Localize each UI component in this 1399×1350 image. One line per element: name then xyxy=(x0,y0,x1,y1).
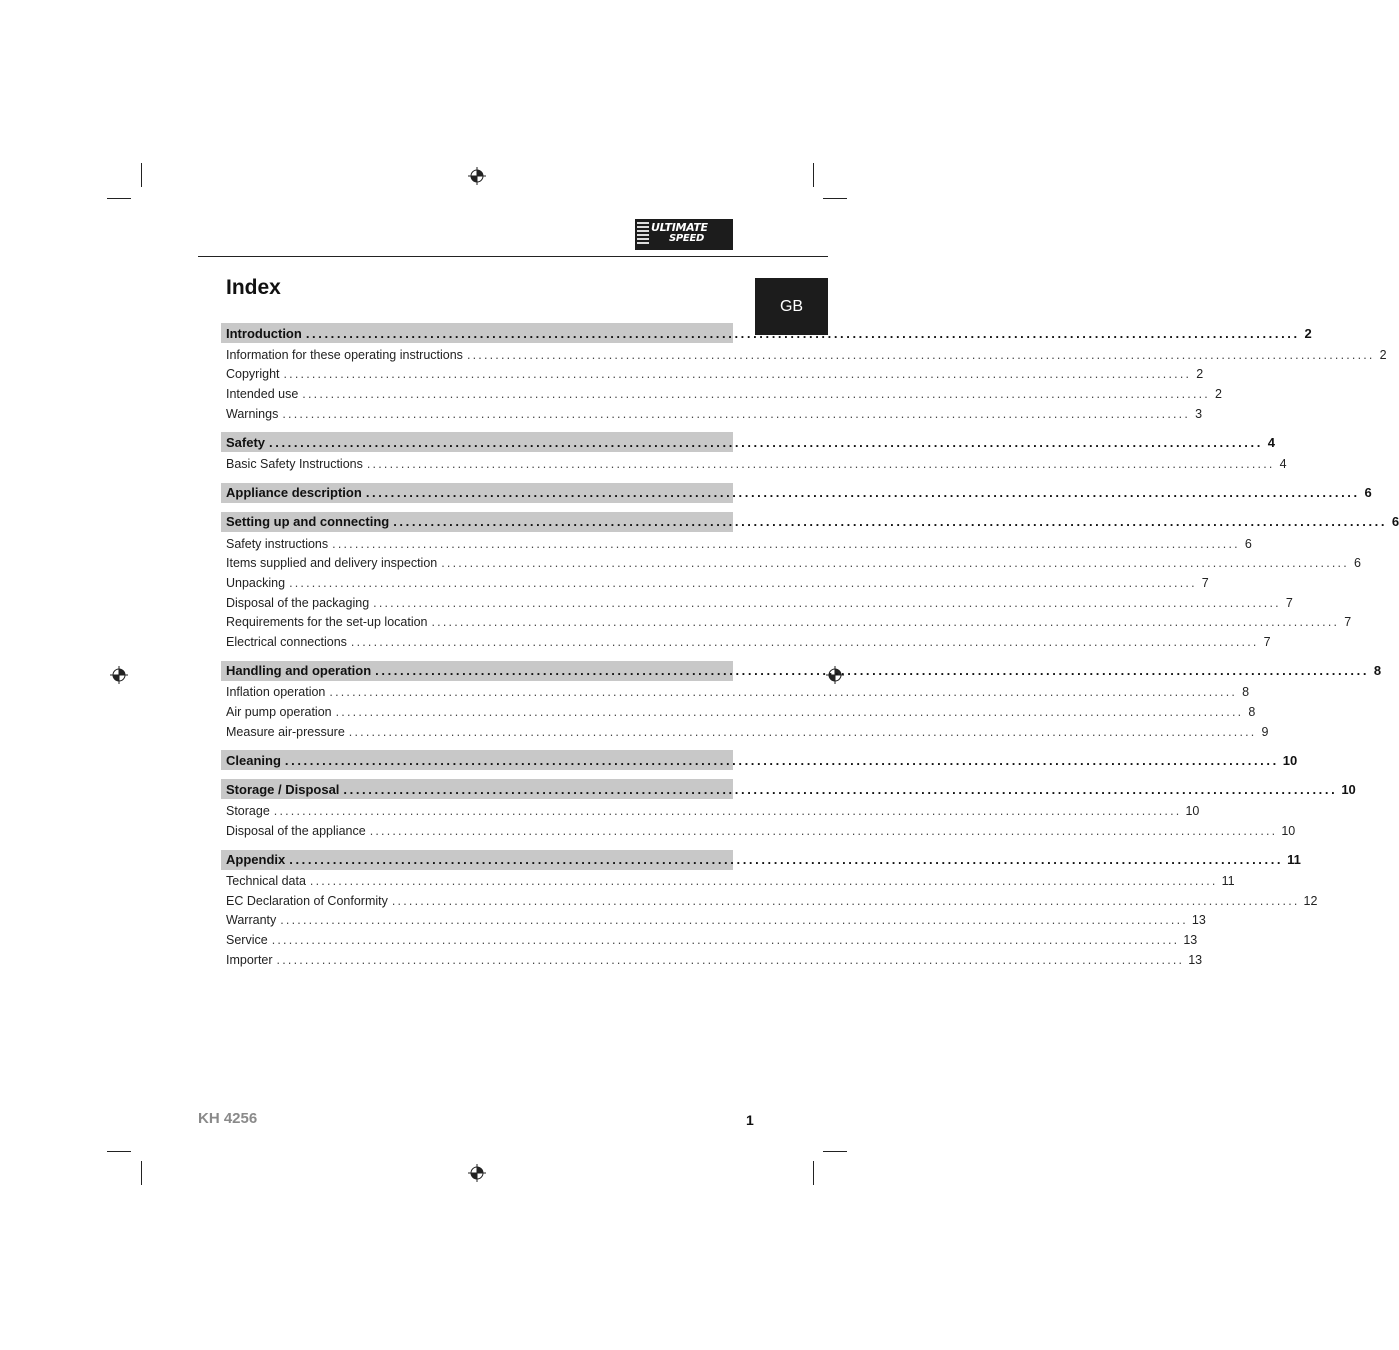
toc-leader: ................................................................................................................................................................ xyxy=(335,704,1244,719)
toc-entries xyxy=(221,681,1269,742)
toc-entry xyxy=(221,404,1203,424)
model-number: KH 4256 xyxy=(198,1110,258,1127)
toc-section-page: 10 xyxy=(1341,781,1356,797)
toc-section xyxy=(221,750,1298,770)
crop-mark xyxy=(107,1151,131,1152)
toc-section-title: Setting up and connecting xyxy=(226,514,390,530)
toc-entries xyxy=(221,452,1287,474)
toc-entry-page: 7 xyxy=(1201,575,1209,590)
toc-leader: ................................................................................................................................................................ xyxy=(441,556,1349,571)
toc-leader: ................................................................................................................................................................ xyxy=(289,575,1197,590)
toc-entry-page: 10 xyxy=(1185,804,1200,819)
toc-entry-page: 7 xyxy=(1263,634,1271,649)
toc-leader: ................................................................................................................................................................ xyxy=(366,457,1275,472)
toc-entry xyxy=(221,534,1252,554)
toc-entries xyxy=(221,532,1361,652)
toc-entry-page: 12 xyxy=(1303,893,1318,908)
toc-section-page: 6 xyxy=(1391,514,1399,530)
toc-entry-label: Measure air-pressure xyxy=(226,724,345,739)
toc-entry xyxy=(221,702,1256,722)
toc-section-title: Handling and operation xyxy=(226,663,372,679)
toc-entry-label: Basic Safety Instructions xyxy=(226,457,363,472)
toc-entry xyxy=(221,365,1204,385)
crop-mark xyxy=(823,1151,847,1152)
toc-entry-page: 6 xyxy=(1244,536,1252,551)
toc-entry xyxy=(221,722,1269,742)
page-number: 1 xyxy=(746,1112,754,1128)
registration-mark-icon xyxy=(110,666,128,684)
toc-leader: ................................................................................................................................................................ xyxy=(375,663,1370,679)
toc-entry-page: 2 xyxy=(1215,386,1222,401)
toc-entry-page: 13 xyxy=(1183,933,1198,948)
toc-entry-label: Storage xyxy=(226,804,270,819)
toc-section-heading xyxy=(221,750,1298,770)
toc-section-heading xyxy=(221,779,1356,799)
language-tab: GB xyxy=(755,278,828,335)
crop-mark xyxy=(141,1161,142,1185)
toc-entry-page: 7 xyxy=(1285,595,1293,610)
toc-section-heading xyxy=(221,323,1312,343)
registration-mark-icon xyxy=(468,1164,486,1182)
toc-entry xyxy=(221,345,1387,365)
logo-stripes xyxy=(637,222,649,246)
toc-section-heading xyxy=(221,483,1372,503)
logo-line2: SPEED xyxy=(669,233,704,244)
toc-entry xyxy=(221,801,1200,821)
toc-leader: ................................................................................................................................................................ xyxy=(271,933,1180,948)
toc-entry xyxy=(221,632,1271,652)
toc-entry-page: 6 xyxy=(1353,556,1361,571)
toc-entry-label: Unpacking xyxy=(226,575,286,590)
toc-entry-label: Importer xyxy=(226,952,273,967)
toc-section xyxy=(221,432,1287,474)
toc-section-title: Storage / Disposal xyxy=(226,781,340,797)
crop-mark xyxy=(813,1161,814,1185)
toc-entry-label: Information for these operating instructions xyxy=(226,347,463,362)
toc-leader: ................................................................................................................................................................ xyxy=(269,434,1263,450)
toc-entry-page: 13 xyxy=(1188,952,1203,967)
toc-entry xyxy=(221,683,1250,703)
brand-logo xyxy=(635,219,733,250)
toc-entry xyxy=(221,454,1287,474)
toc-leader: ................................................................................................................................................................ xyxy=(309,874,1218,889)
toc-section-title: Appendix xyxy=(226,852,286,867)
toc-section-heading xyxy=(221,850,1301,870)
toc-leader: ................................................................................................................................................................ xyxy=(348,724,1257,739)
toc-entry xyxy=(221,891,1318,911)
crop-mark xyxy=(813,163,814,187)
toc-entry-page: 3 xyxy=(1195,406,1203,421)
toc-leader: ................................................................................................................................................................ xyxy=(302,386,1210,401)
toc-leader: ................................................................................................................................................................ xyxy=(365,485,1360,501)
toc-entry-label: Service xyxy=(226,933,268,948)
toc-entries xyxy=(221,343,1387,423)
toc-entry-label: Items supplied and delivery inspection xyxy=(226,556,438,571)
toc-section xyxy=(221,850,1318,970)
crop-mark xyxy=(141,163,142,187)
toc-section xyxy=(221,779,1356,840)
toc-leader: ................................................................................................................................................................ xyxy=(329,685,1238,700)
toc-entry-page: 9 xyxy=(1261,724,1269,739)
crop-mark xyxy=(823,198,847,199)
toc-entry-page: 10 xyxy=(1281,823,1296,838)
toc-leader: ................................................................................................................................................................ xyxy=(466,347,1375,362)
toc-entry-label: Requirements for the set-up location xyxy=(226,615,428,630)
toc-section-title: Cleaning xyxy=(226,752,281,768)
toc-entry xyxy=(221,573,1209,593)
toc-section-title: Safety xyxy=(226,434,266,450)
toc-entry-label: Inflation operation xyxy=(226,685,326,700)
toc-entry-page: 13 xyxy=(1191,913,1206,928)
toc-leader: ................................................................................................................................................................ xyxy=(289,852,1284,867)
registration-mark-icon xyxy=(468,167,486,185)
toc-section-page: 4 xyxy=(1267,434,1275,450)
toc-section-page: 8 xyxy=(1373,663,1382,679)
toc-entry-page: 2 xyxy=(1196,367,1204,382)
crop-mark xyxy=(107,198,131,199)
page-title: Index xyxy=(226,276,281,299)
toc-entry-page: 8 xyxy=(1242,685,1250,700)
toc-leader: ................................................................................................................................................................ xyxy=(393,514,1388,530)
toc-section-page: 11 xyxy=(1287,852,1301,867)
toc-section-heading xyxy=(221,432,1275,452)
toc-leader: ................................................................................................................................................................ xyxy=(343,781,1338,797)
toc-section-page: 6 xyxy=(1364,485,1372,501)
toc-section-title: Appliance description xyxy=(226,485,362,501)
toc-section xyxy=(221,483,1372,503)
toc-leader: ................................................................................................................................................................ xyxy=(284,752,1279,768)
toc-leader: ................................................................................................................................................................ xyxy=(350,634,1259,649)
toc-entry-label: Safety instructions xyxy=(226,536,329,551)
toc-entry xyxy=(221,593,1293,613)
toc-entries xyxy=(221,870,1318,970)
toc-entry xyxy=(221,872,1235,892)
toc-entry xyxy=(221,821,1296,841)
toc-entries xyxy=(221,799,1296,840)
toc-leader: ................................................................................................................................................................ xyxy=(431,615,1340,630)
toc-entry-label: Technical data xyxy=(226,874,306,889)
toc-leader: ................................................................................................................................................................ xyxy=(373,595,1281,610)
toc-leader: ................................................................................................................................................................ xyxy=(282,406,1191,421)
toc-leader: ................................................................................................................................................................ xyxy=(369,823,1278,838)
toc-entry xyxy=(221,950,1203,970)
toc-entry-page: 4 xyxy=(1279,457,1287,472)
toc-entry-label: Copyright xyxy=(226,367,280,382)
toc-entry xyxy=(221,554,1361,574)
toc-entry-page: 7 xyxy=(1344,615,1352,630)
header-rule xyxy=(198,256,828,257)
toc-entry-label: Warnings xyxy=(226,406,279,421)
toc-section-heading xyxy=(221,512,1399,532)
toc-entry xyxy=(221,930,1198,950)
toc-entry-label: Intended use xyxy=(226,386,299,401)
toc-entry-label: Disposal of the packaging xyxy=(226,595,370,610)
toc-leader: ................................................................................................................................................................ xyxy=(283,367,1192,382)
logo-line1: ULTIMATE xyxy=(651,221,708,234)
toc-entry xyxy=(221,911,1206,931)
toc-entry-label: EC Declaration of Conformity xyxy=(226,893,388,908)
toc-leader: ................................................................................................................................................................ xyxy=(332,536,1240,551)
toc-entry-label: Electrical connections xyxy=(226,634,347,649)
toc-section xyxy=(221,323,1387,423)
toc-section xyxy=(221,512,1399,652)
table-of-contents xyxy=(221,323,1399,978)
toc-section-heading xyxy=(221,661,1382,681)
toc-section xyxy=(221,661,1382,742)
toc-leader: ................................................................................................................................................................ xyxy=(276,952,1185,967)
toc-leader: ................................................................................................................................................................ xyxy=(305,325,1300,341)
toc-entry xyxy=(221,612,1352,632)
toc-leader: ................................................................................................................................................................ xyxy=(391,893,1300,908)
toc-entry-label: Warranty xyxy=(226,913,277,928)
toc-leader: ................................................................................................................................................................ xyxy=(273,804,1182,819)
toc-section-title: Introduction xyxy=(226,325,302,341)
toc-entry-page: 8 xyxy=(1248,704,1256,719)
toc-entry-page: 2 xyxy=(1379,347,1387,362)
toc-section-page: 2 xyxy=(1304,325,1312,341)
toc-entry-page: 11 xyxy=(1221,874,1235,889)
toc-leader: ................................................................................................................................................................ xyxy=(280,913,1188,928)
toc-entry-label: Disposal of the appliance xyxy=(226,823,366,838)
toc-entry-label: Air pump operation xyxy=(226,704,332,719)
toc-entry xyxy=(221,384,1222,404)
toc-section-page: 10 xyxy=(1282,752,1298,768)
